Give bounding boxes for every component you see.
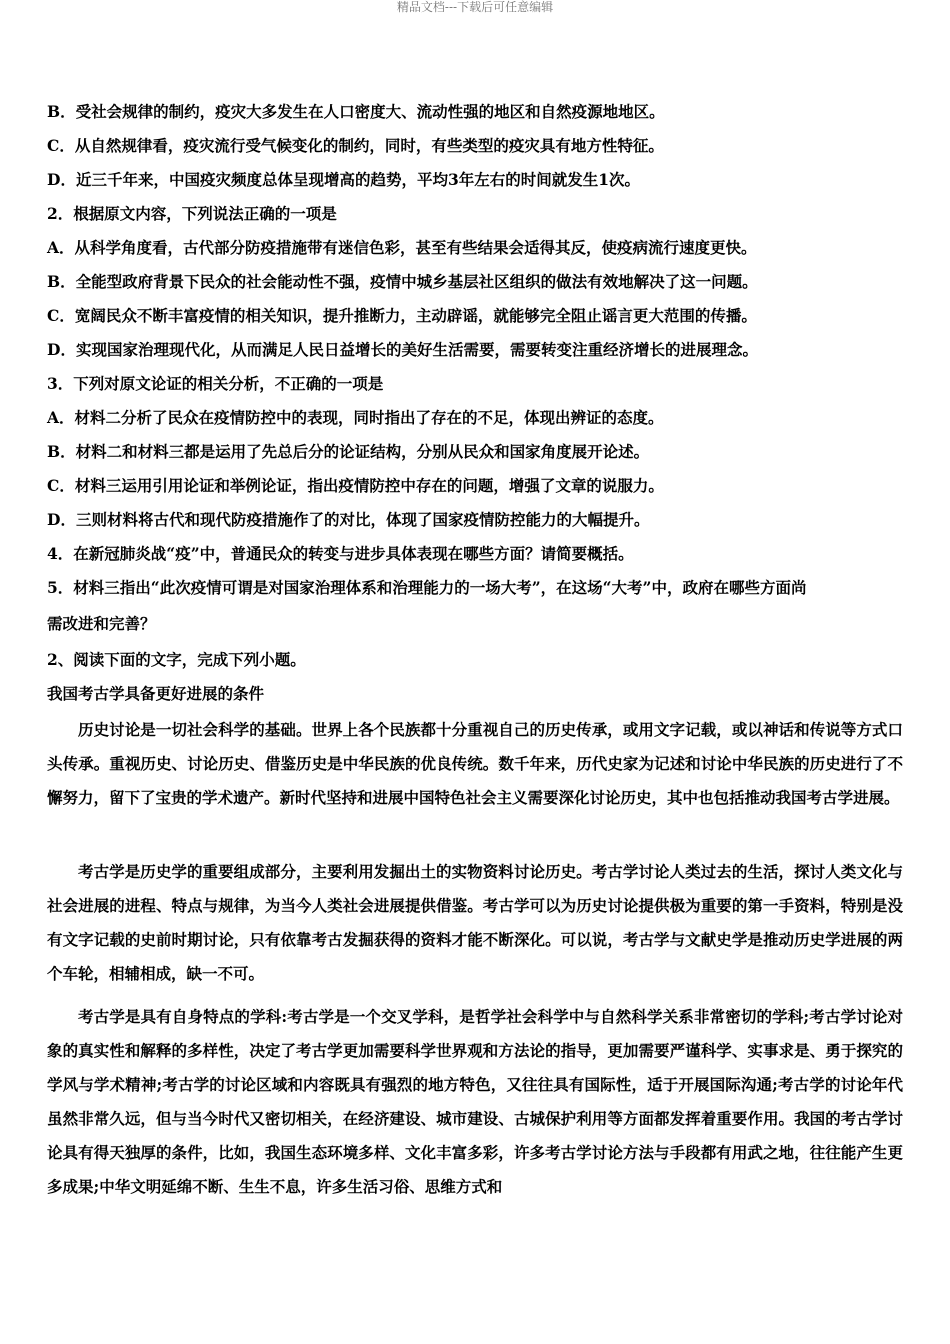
article-paragraph-3: 考古学是具有自身特点的学科:考古学是一个交叉学科，是哲学社会科学中与自然科学关系非常密切的学科;考古学讨论对象的真实性和解释的多样性，决定了考古学更加需要科学世界观和方法论的指导，更加需要严谨科学、实事求是、勇于探究的学风与学术精神;考古学的讨论区域和内容既具有强烈的地方特色，又往往具有国际性，适于开展国际沟通;考古学的讨论年代虽然非常久远，但与当今时代又密切相关，在经济建设、城市建设、古城保护利用等方面都发挥着重要作用。我国的考古学讨论具有得天独厚的条件，比如，我国生态环境多样、文化丰富多彩，许多考古学讨论方法与手段都有用武之地，往往能产生更多成果;中华文明延绵不断、生生不息，许多生活习俗、思维方式和 [47, 1007, 903, 1196]
q3-option-b: B．材料二和材料三都是运用了先总后分的论证结构，分别从民众和国家角度展开论述。 [47, 442, 650, 461]
option-c-line: C．从自然规律看，疫灾流行受气候变化的制约，同时，有些类型的疫灾具有地方性特征。 [47, 136, 664, 155]
article-paragraph-1: 历史讨论是一切社会科学的基础。世界上各个民族都十分重视自己的历史传承，或用文字记载，或以神话和传说等方式口头传承。重视历史、讨论历史、借鉴历史是中华民族的优良传统。数千年来，历代史家为记述和讨论中华民族的历史进行了不懈努力，留下了宝贵的学术遗产。新时代坚持和进展中国特色社会主义需要深化讨论历史，其中也包括推动我国考古学进展。 [47, 720, 903, 807]
option-b-line: B．受社会规律的制约，疫灾大多发生在人口密度大、流动性强的地区和自然疫源地地区。 [47, 102, 665, 121]
article-paragraph-2: 考古学是历史学的重要组成部分，主要利用发掘出土的实物资料讨论历史。考古学讨论人类过去的生活，探讨人类文化与社会进展的进程、特点与规律，为当今人类社会进展提供借鉴。考古学可以为历史讨论提供极为重要的第一手资料，特别是没有文字记载的史前时期讨论，只有依靠考古发掘获得的资料才能不断深化。可以说，考古学与文献史学是推动历史学进展的两个车轮，相辅相成，缺一不可。 [47, 862, 903, 983]
q2-option-b: B．全能型政府背景下民众的社会能动性不强，疫情中城乡基层社区组织的做法有效地解决了这一问题。 [47, 272, 758, 291]
question-5: 5．材料三指出“此次疫情可谓是对国家治理体系和治理能力的一场大考”，在这场“大考”中，政府在哪些方面尚 [47, 578, 807, 597]
q2-option-a: A．从科学角度看，古代部分防疫措施带有迷信色彩，甚至有些结果会适得其反，使疫病流行速度更快。 [47, 238, 757, 257]
q2-option-c: C．宽阔民众不断丰富疫情的相关知识，提升推断力，主动辟谣，就能够完全阻止谣言更大范围的传播。 [47, 306, 757, 325]
page-header: 精品文档---下载后可任意编辑 [396, 0, 554, 14]
q3-option-a: A．材料二分析了民众在疫情防控中的表现，同时指出了存在的不足，体现出辨证的态度。 [47, 408, 664, 427]
option-d-line: D．近三千年来，中国疫灾频度总体呈现增高的趋势，平均3年左右的时间就发生1次。 [47, 170, 641, 189]
question-4: 4．在新冠肺炎战“疫”中，普通民众的转变与进步具体表现在哪些方面？请简要概括。 [47, 544, 634, 563]
question-2: 2．根据原文内容，下列说法正确的一项是 [47, 204, 337, 223]
question-5-cont: 需改进和完善？ [47, 614, 156, 633]
question-3: 3．下列对原文论证的相关分析，不正确的一项是 [47, 374, 384, 393]
q2-option-d: D．实现国家治理现代化，从而满足人民日益增长的美好生活需要，需要转变注重经济增长的进展理念。 [47, 340, 758, 359]
q3-option-d: D．三则材料将古代和现代防疫措施作了的对比，体现了国家疫情防控能力的大幅提升。 [47, 510, 650, 529]
q3-option-c: C．材料三运用引用论证和举例论证，指出疫情防控中存在的问题，增强了文章的说服力。 [47, 476, 664, 495]
section-2-instruction: 2、阅读下面的文字，完成下列小题。 [47, 650, 306, 669]
article-title: 我国考古学具备更好进展的条件 [47, 684, 265, 703]
